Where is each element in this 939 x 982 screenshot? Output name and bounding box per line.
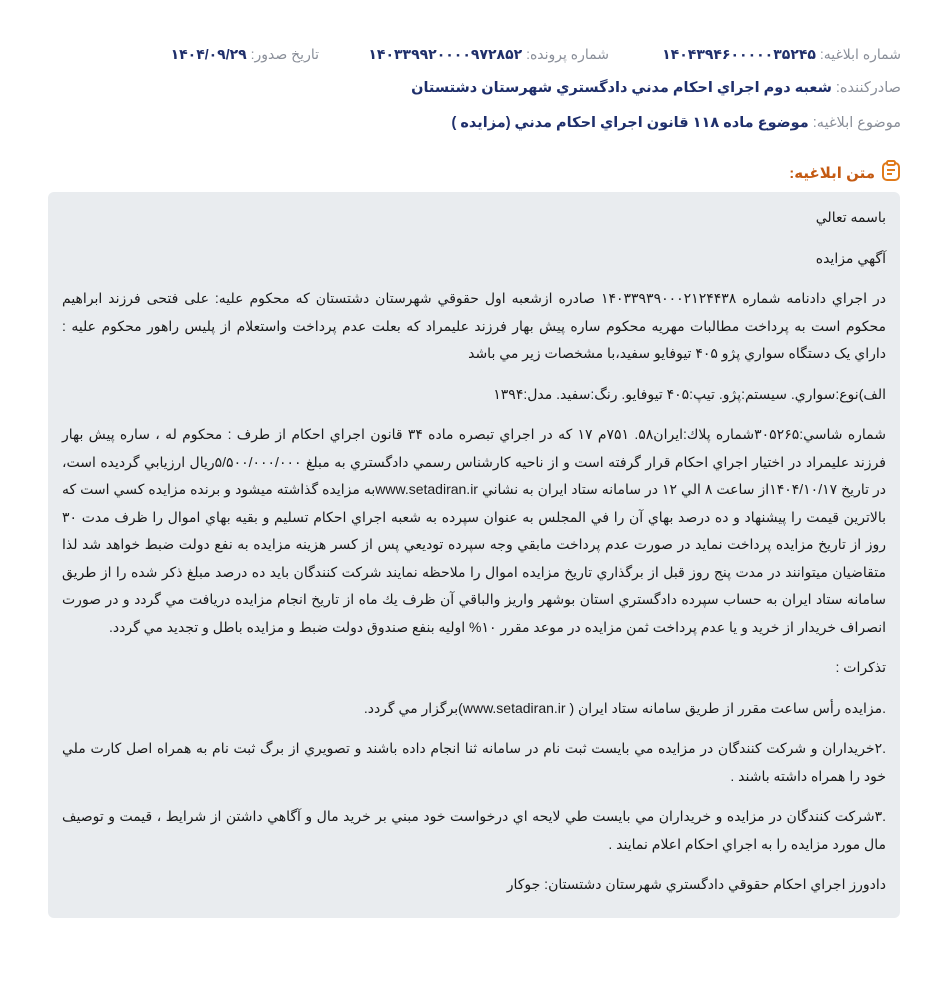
body-paragraph: در اجراي دادنامه شماره ۱۴۰۳۳۹۳۹۰۰۰۲۱۲۴۴۳۸ صادره ازشعبه اول حقوقي شهرستان دشتستان كه محكوم عليه: علی فتحی فرزند ابراهیم محكوم است به پرداخت مطالبات مهریه محكوم ساره پیش بهار فرزند علیمراد كه بعلت عدم پرداخت واستعلام از پليس راهور محكوم عليه : داراي یک دستگاه سواري پژو ۴۰۵ تیوفایو سفید،با مشخصات زير مي باشد — [62, 290, 886, 361]
body-title-text: متن ابلاغیه: — [789, 165, 875, 182]
notice-number-value: ۱۴۰۴۳۹۴۶۰۰۰۰۰۳۵۲۴۵ — [662, 46, 816, 62]
body-paragraph: .مزايده رأس ساعت مقرر از طريق سامانه ستاد ايران ( www.setadiran.ir)برگزار مي گردد. — [363, 699, 886, 716]
issuer-value: شعبه دوم اجراي احكام مدني دادگستري شهرستان دشتستان — [411, 80, 832, 96]
notice-number — [662, 46, 901, 63]
body-paragraph: .۳شركت كنندگان در مزايده و خريداران مي بايست طي لايحه اي درخواست خود مبني بر خريد مال و آگاهي داشتن از شرايط ، قيمت و توصيف مال مورد مزايده را به اجراي احكام اعلام نمايند . — [62, 808, 886, 852]
subject-value: موضوع ماده ۱۱۸ قانون اجراي احكام مدني (مزايده ) — [451, 115, 809, 131]
case-number-label: شماره پرونده: — [526, 46, 609, 62]
issue-date-label: تاریخ صدور: — [250, 46, 319, 62]
body-paragraph: الف)نوع:سواري. سيستم:پژو. تيپ:۴۰۵ تیوفایو. رنگ:سفيد. مدل:۱۳۹۴ — [493, 385, 886, 402]
body-title — [789, 160, 901, 186]
issuer-label: صادرکننده: — [835, 80, 901, 96]
body-paragraph: .۲خريداران و شركت كنندگان در مزايده مي بايست ثبت نام در سامانه ثنا انجام داده باشند و تصويري از برگ ثبت نام به همراه اصل كارت ملي خود را همراه داشته باشند . — [62, 740, 886, 784]
issuer — [411, 80, 901, 96]
issue-date — [171, 46, 319, 63]
body-paragraph: شماره شاسي:۳۰۵۲۶۵شماره پلاك:ايران۵۸. ۷۵۱م ۱۷ كه در اجراي تبصره ماده ۳۴ قانون اجراي احكام از طرف : محکوم له ، ساره پیش بهار فرزند علیمراد در اختيار اجراي احكام قرار گرفته است و از ناحيه كارشناس رسمي دادگستري به مبلغ ۵/۵۰۰/۰۰۰/۰۰۰ريال ارزيابي گرديده است، در تاريخ ۱۴۰۴/۱۰/۱۷از ساعت ۸ الي ۱۲ در سامانه ستاد ايران به نشاني www.setadiran.irبه مزايده گذاشته ميشود و برنده مزايده كسي است كه بالاترين قيمت را پيشنهاد و ده درصد بهاي آن را في المجلس به عنوان سپرده به شعبه اجراي احكام تسليم و بقيه بهاي اموال را ظرف مدت ۳۰ روز از تاريخ مزايده پرداخت نمايد در صورت عدم پرداخت مابقي وجه سپرده توديعي پس از كسر هزينه مزايده به نفع دولت ضبط خواهد شد لذا متقاضيان ميتوانند در مدت پنج روز قبل از برگذاري تاريخ مزايده اموال را ملاحظه نمايند شركت كنندگان بايد ده درصد مبلغ ذكر شده را از طريق سامانه ستاد ايران به حساب سپرده دادگستري استان بوشهر واريز والباقي آن ظرف يك ماه از تاريخ انجام مزايده دريافت مي گردد و در صورت انصراف خريدار از خريد و يا عدم پرداخت ثمن مزايده در موعد مقرر ۱۰% اوليه بنفع صندوق دولت ضبط و مزايده باطل و تجديد مي گردد. — [62, 426, 886, 635]
body-paragraph: تذكرات : — [835, 659, 886, 675]
subject — [452, 115, 902, 131]
issue-date-value: ۱۴۰۴/۰۹/۲۹ — [170, 46, 247, 62]
clipboard-note-icon — [881, 160, 901, 186]
case-number-value: ۱۴۰۳۳۹۹۲۰۰۰۰۹۷۲۸۵۲ — [368, 46, 523, 62]
body-paragraph: دادورز اجراي احكام حقوقي دادگستري شهرستان دشتستان: جوكار — [506, 876, 886, 892]
subject-label: موضوع ابلاغیه: — [812, 115, 901, 131]
body-paragraph: آگهي مزايده — [815, 249, 886, 266]
body-paragraph: باسمه تعالي — [815, 209, 886, 225]
notice-body — [48, 192, 900, 918]
notice-number-label: شماره ابلاغیه: — [819, 46, 901, 62]
case-number — [368, 46, 609, 63]
